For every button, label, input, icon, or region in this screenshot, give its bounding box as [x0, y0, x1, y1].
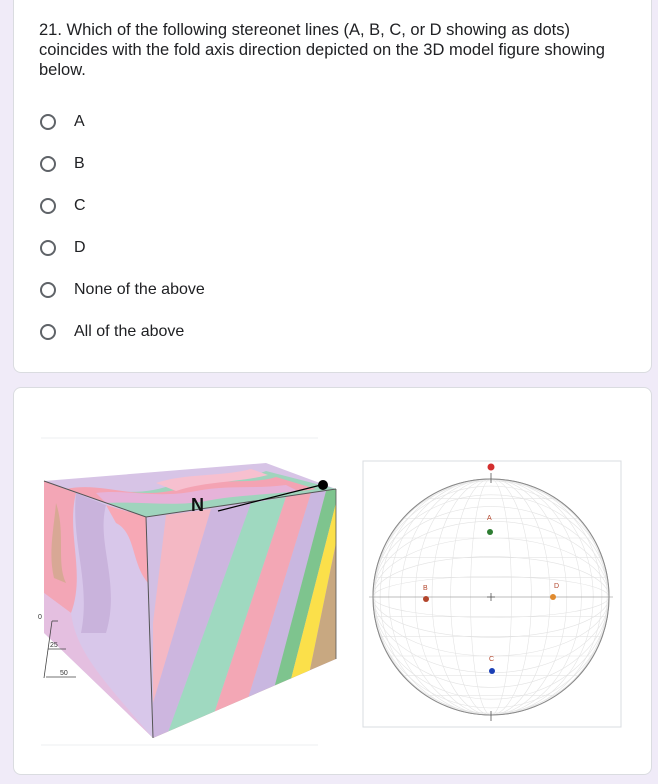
fold-axis-dot: [318, 480, 328, 490]
radio-button[interactable]: [40, 240, 56, 256]
point-label-a: A: [487, 515, 492, 522]
option-label: A: [74, 113, 85, 130]
option-c[interactable]: [40, 185, 205, 227]
stereonet: [363, 461, 621, 727]
cube-front-face: [136, 483, 346, 743]
option-a[interactable]: [40, 101, 205, 143]
point-label-d: D: [554, 583, 560, 590]
option-b[interactable]: [40, 143, 205, 185]
depth-tick-label: 25: [50, 642, 58, 649]
point-label-c: C: [489, 656, 495, 663]
answer-options: [40, 101, 205, 353]
stereonet-point-b: [423, 596, 429, 602]
option-label: None of the above: [74, 281, 205, 298]
stereonet-point-c: [489, 668, 495, 674]
option-label: All of the above: [74, 323, 185, 340]
north-label: N: [191, 495, 204, 515]
radio-button[interactable]: [40, 114, 56, 130]
option-d[interactable]: [40, 227, 205, 269]
radio-button[interactable]: [40, 156, 56, 172]
stereonet-point-d: [550, 594, 556, 600]
north-marker-dot: [488, 464, 495, 471]
radio-button[interactable]: [40, 282, 56, 298]
radio-button[interactable]: [40, 198, 56, 214]
option-all[interactable]: [40, 311, 205, 353]
depth-tick-label: 0: [38, 614, 42, 621]
question-text: 21. Which of the following stereonet lines (A, B, C, or D showing as dots) coincides with the fold axis direction depicted on the 3D model figure showing below.: [39, 21, 605, 79]
option-label: C: [74, 197, 86, 214]
option-none[interactable]: [40, 269, 205, 311]
option-label: D: [74, 239, 86, 256]
stereonet-point-a: [487, 529, 493, 535]
option-label: B: [74, 155, 85, 172]
question-card: [13, 0, 652, 373]
radio-button[interactable]: [40, 324, 56, 340]
figure-svg: [36, 433, 636, 753]
figure-card: [13, 387, 652, 775]
point-label-b: B: [423, 585, 428, 592]
figure: [36, 433, 636, 753]
depth-tick-label: 50: [60, 670, 68, 677]
